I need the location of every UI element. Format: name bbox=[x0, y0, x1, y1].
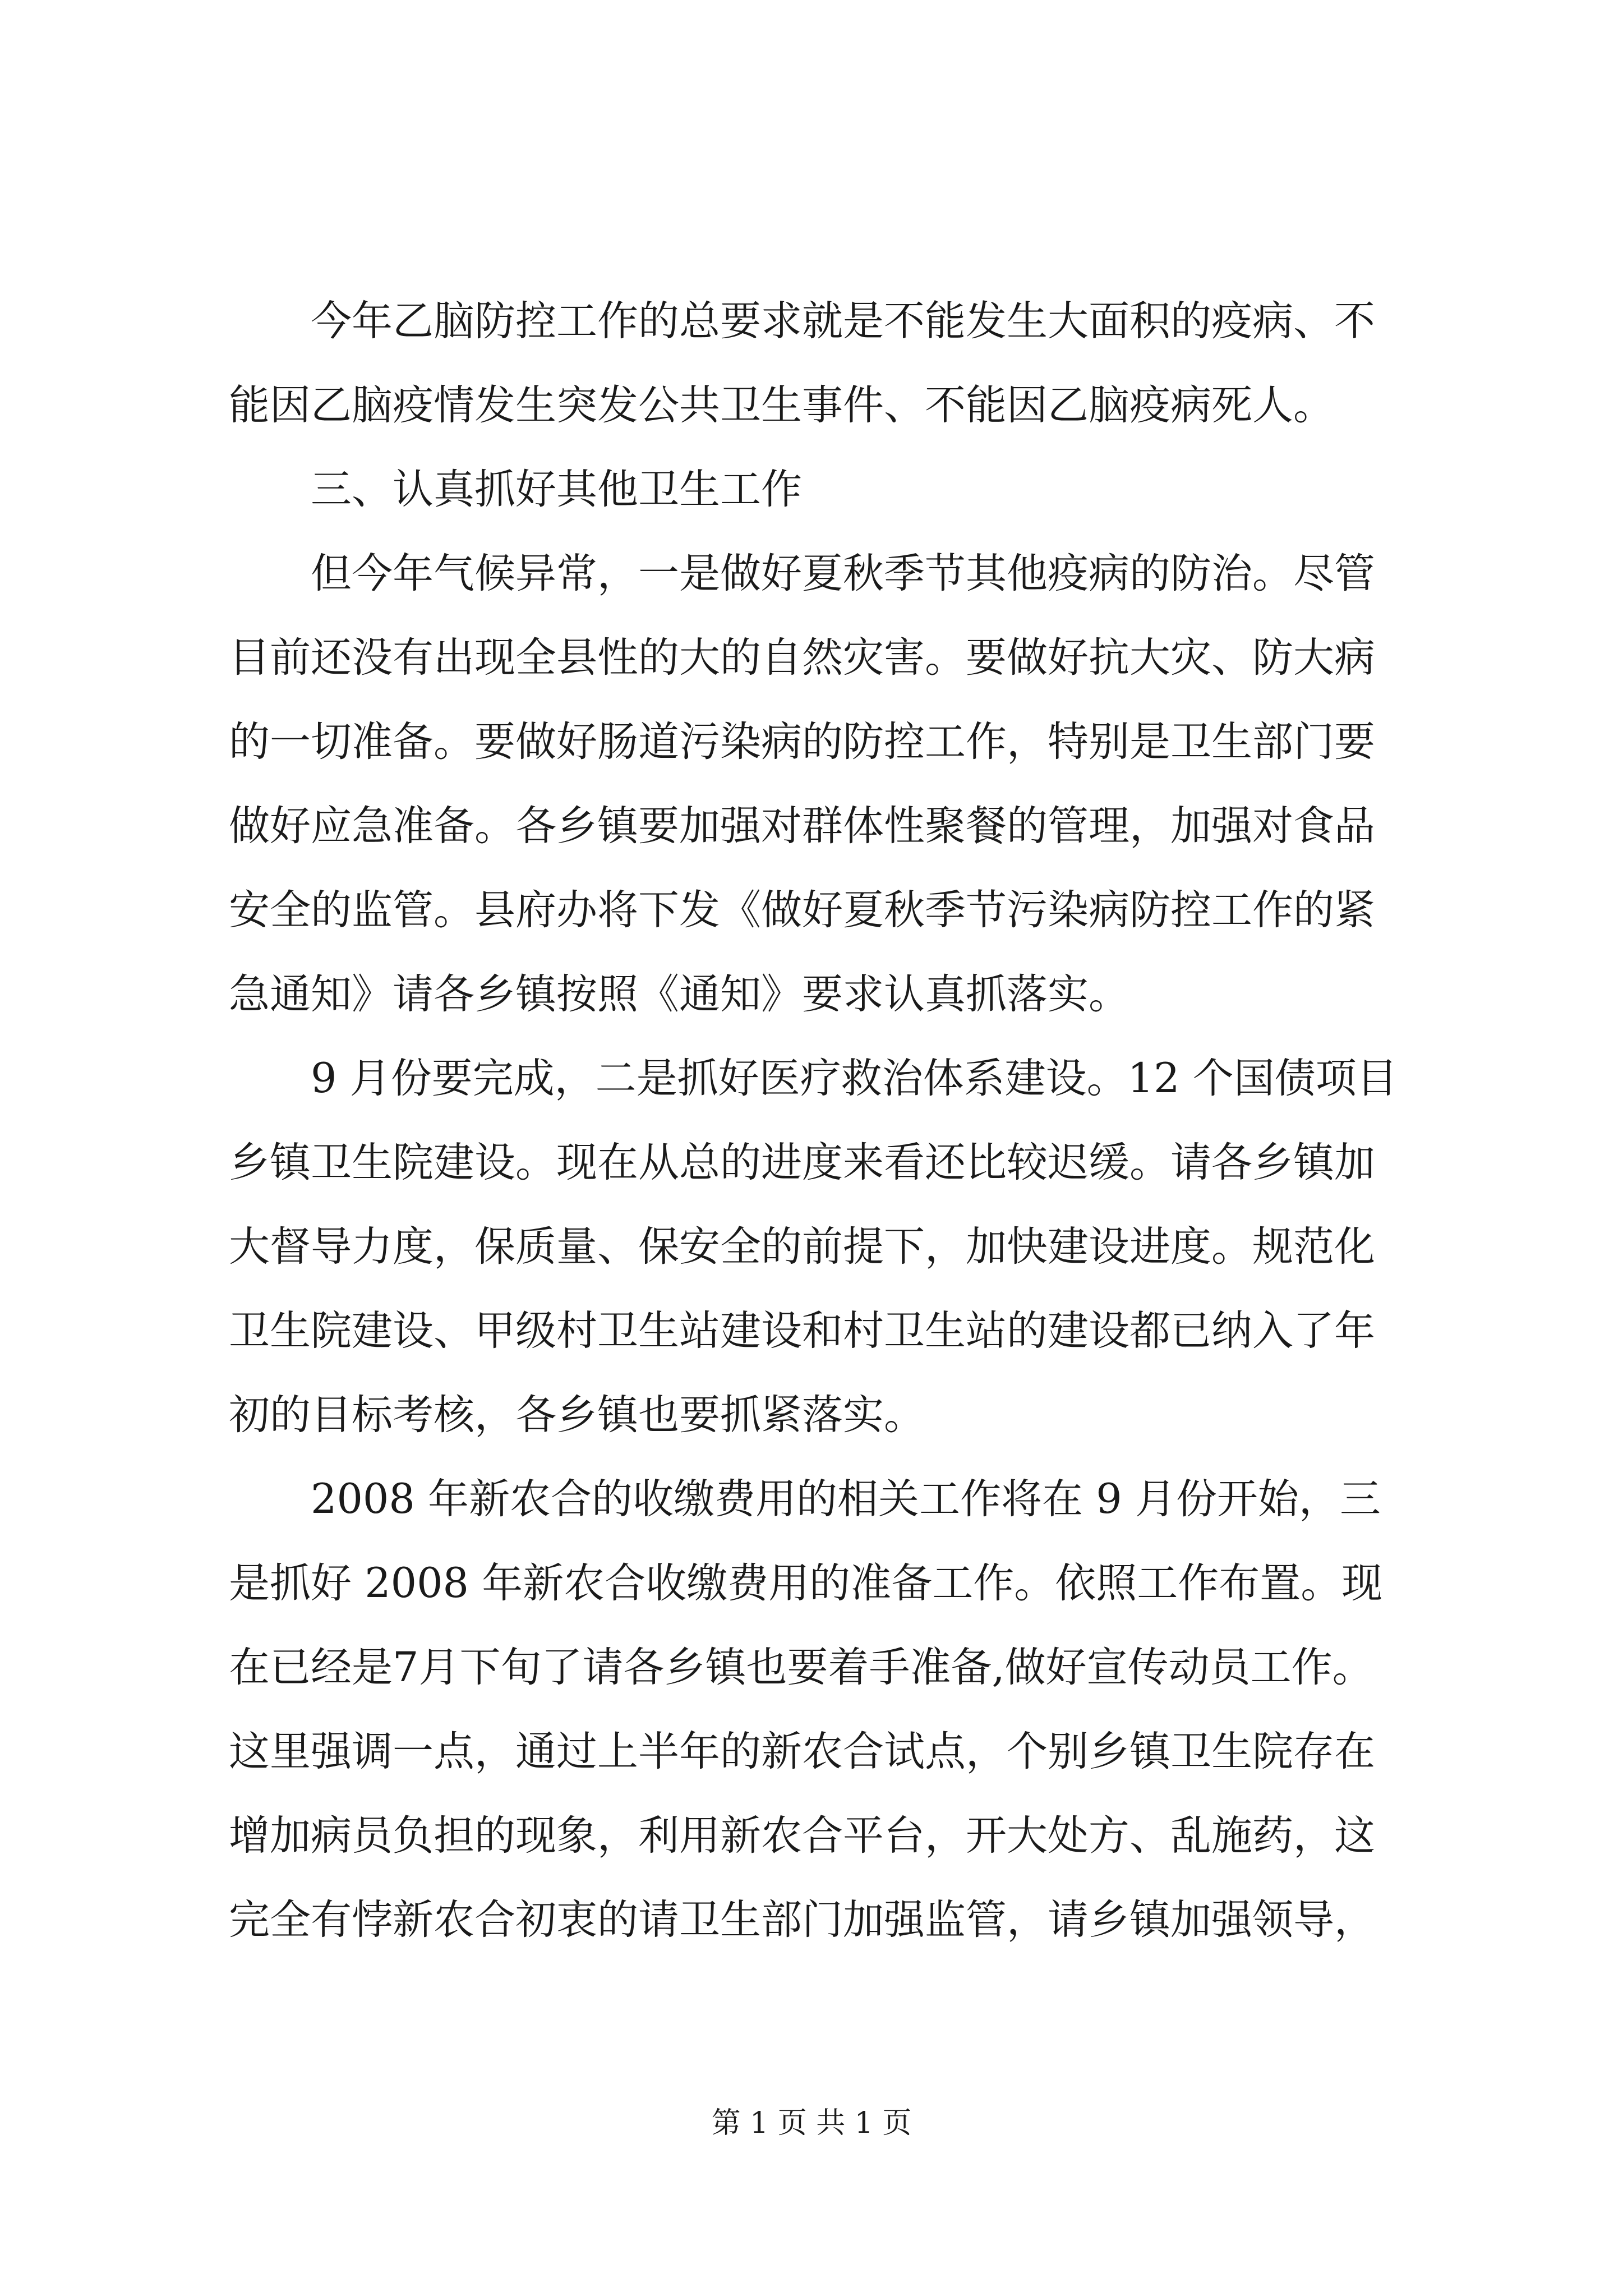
text-line: 在已经是7月下旬了请各乡镇也要着手准备,做好宣传动员工作。 bbox=[229, 1644, 1373, 1691]
text-line: 急通知》请各乡镇按照《通知》要求认真抓落实。 bbox=[229, 970, 1129, 1018]
text-line: 增加病员负担的现象，利用新农合平台，开大处方、乱施药，这 bbox=[229, 1812, 1375, 1860]
text-line: 安全的监管。县府办将下发《做好夏秋季节污染病防控工作的紧 bbox=[229, 886, 1375, 934]
text-line: 但今年气候异常，一是做好夏秋季节其他疫病的防治。尽管 bbox=[311, 550, 1375, 597]
heading-line: 三、认真抓好其他卫生工作 bbox=[311, 466, 802, 513]
text-line: 2008 年新农合的收缴费用的相关工作将在 9 月份开始，三 bbox=[311, 1475, 1381, 1523]
paragraph-3 bbox=[229, 1037, 1429, 1457]
text-line: 做好应急准备。各乡镇要加强对群体性聚餐的管理，加强对食品 bbox=[229, 802, 1375, 850]
text-line: 完全有悖新农合初衷的请卫生部门加强监管，请乡镇加强领导， bbox=[229, 1896, 1375, 1944]
document-body bbox=[229, 279, 1429, 1962]
text-line: 这里强调一点，通过上半年的新农合试点，个别乡镇卫生院存在 bbox=[229, 1728, 1375, 1775]
paragraph-1 bbox=[229, 279, 1429, 448]
text-line: 初的目标考核，各乡镇也要抓紧落实。 bbox=[229, 1391, 925, 1439]
text-line: 卫生院建设、甲级村卫生站建设和村卫生站的建设都已纳入了年 bbox=[229, 1307, 1375, 1355]
text-line: 大督导力度，保质量、保安全的前提下，加快建设进度。规范化 bbox=[229, 1223, 1375, 1271]
section-heading bbox=[229, 448, 1429, 532]
text-line: 9 月份要完成，二是抓好医疗救治体系建设。12 个国债项目 bbox=[311, 1055, 1398, 1102]
text-line: 是抓好 2008 年新农合收缴费用的准备工作。依照工作布置。现 bbox=[229, 1559, 1383, 1607]
paragraph-4 bbox=[229, 1457, 1429, 1962]
text-line: 的一切准备。要做好肠道污染病的防控工作，特别是卫生部门要 bbox=[229, 718, 1375, 766]
page-footer: 第 1 页 共 1 页 bbox=[711, 2106, 912, 2140]
text-line: 乡镇卫生院建设。现在从总的进度来看还比较迟缓。请各乡镇加 bbox=[229, 1139, 1375, 1186]
paragraph-2 bbox=[229, 532, 1429, 1037]
text-line: 能因乙脑疫情发生突发公共卫生事件、不能因乙脑疫病死人。 bbox=[229, 381, 1334, 429]
text-line: 目前还没有出现全县性的大的自然灾害。要做好抗大灾、防大病 bbox=[229, 634, 1375, 682]
text-line: 今年乙脑防控工作的总要求就是不能发生大面积的疫病、不 bbox=[311, 297, 1375, 345]
